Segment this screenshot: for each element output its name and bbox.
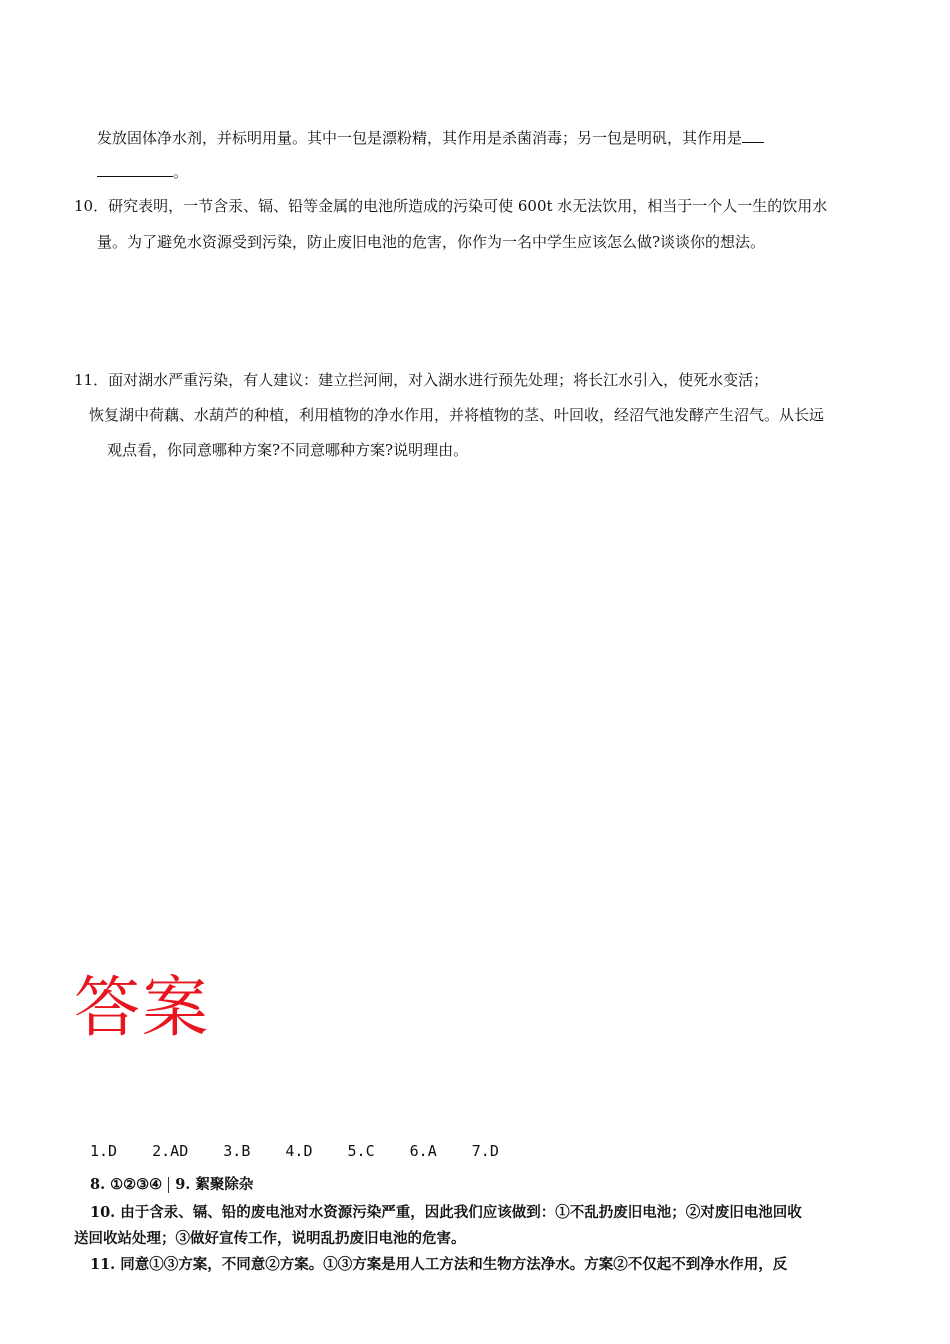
answer-7: 7.D (471, 1142, 499, 1160)
answer-5: 5.C (347, 1142, 375, 1160)
answer-1: 1.D (90, 1142, 118, 1160)
answer-10-line-1: 10. 由于含汞、镉、铅的废电池对水资源污染严重，因此我们应该做到：①不乱扔废旧电池；②对废旧电池回收 (90, 1204, 802, 1221)
multiple-choice-answers (90, 1141, 525, 1161)
answer-10-line-2: 送回收站处理；③做好宣传工作，说明乱扔废旧电池的危害。 (74, 1230, 466, 1247)
q11-text-line-2: 恢复湖中荷藕、水葫芦的种植，利用植物的净水作用，并将植物的茎、叶回收，经沼气池发酵产生沼气。从长远 (89, 406, 825, 424)
answer-3: 3.B (223, 1142, 251, 1160)
answers-8-9 (90, 1175, 253, 1195)
answer-6: 6.A (409, 1142, 437, 1160)
q9-answer-blank-start (742, 128, 764, 143)
q11-text-line-3: 观点看，你同意哪种方案?不同意哪种方案?说明理由。 (107, 441, 469, 459)
answer-heading: 答案 (74, 969, 210, 1046)
answer-9: 9. 絮聚除杂 (175, 1176, 254, 1193)
answer-4: 4.D (285, 1142, 313, 1160)
q9-text-line-2: 。 (97, 162, 188, 182)
q9-text-line-1: 发放固体净水剂，并标明用量。其中一包是漂粉精，其作用是杀菌消毒；另一包是明矾，其作用是 (97, 128, 764, 148)
q11-text-line-1: 11．面对湖水严重污染，有人建议：建立拦河闸，对入湖水进行预先处理；将长江水引入，使死水变活； (74, 371, 769, 389)
q10-text-line-2: 量。为了避免水资源受到污染，防止废旧电池的危害，你作为一名中学生应该怎么做?谈谈你的想法。 (97, 233, 766, 251)
divider (168, 1177, 169, 1193)
answer-8: 8. ①②③④ (90, 1176, 163, 1193)
answer-2: 2.AD (152, 1142, 189, 1160)
q10-text-line-1: 10．研究表明，一节含汞、镉、铅等金属的电池所造成的污染可使 600t 水无法饮用，相当于一个人一生的饮用水 (74, 197, 828, 215)
answer-11-line-1: 11. 同意①③方案，不同意②方案。①③方案是用人工方法和生物方法净水。方案②不仅起不到净水作用，反 (90, 1256, 788, 1273)
q9-answer-blank (97, 162, 173, 177)
